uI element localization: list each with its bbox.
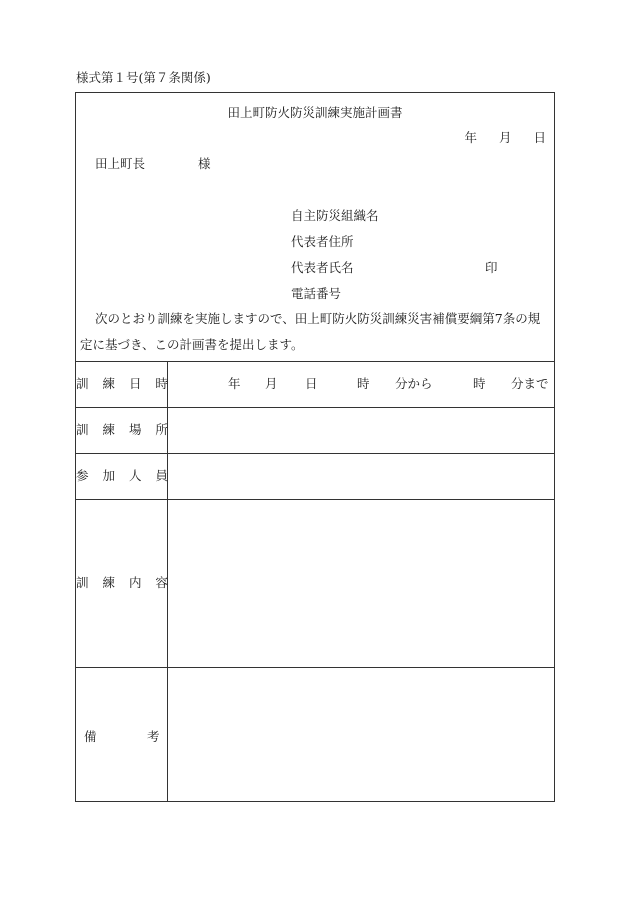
statement-line-2: 定に基づき、この計画書を提出します。 <box>80 337 304 352</box>
addressee-name: 田上町長 <box>95 156 146 171</box>
dt-day: 日 <box>305 376 318 391</box>
remarks-label-right: 考 <box>147 729 160 744</box>
remarks-field[interactable] <box>168 668 554 801</box>
org-name-label: 自主防災組織名 <box>291 208 379 223</box>
rep-address-label: 代表者住所 <box>291 234 354 249</box>
document-title: 田上町防火防災訓練実施計画書 <box>227 105 403 120</box>
dt-hour-end: 時 <box>473 376 486 391</box>
phone-label: 電話番号 <box>291 286 342 301</box>
dt-year: 年 <box>228 376 241 391</box>
remarks-label-left: 備 <box>84 729 97 744</box>
participants-label: 参 加 人 員 <box>76 468 173 483</box>
dt-hour-start: 時 <box>357 376 370 391</box>
addressee-honorific: 様 <box>198 156 211 171</box>
datetime-label: 訓 練 日 時 <box>76 376 173 391</box>
date-day: 日 <box>533 130 546 145</box>
date-year: 年 <box>464 130 477 145</box>
dt-minute-to: 分まで <box>511 376 549 391</box>
place-label: 訓 練 場 所 <box>76 422 173 437</box>
seal-mark: 印 <box>485 260 498 275</box>
submission-date[interactable] <box>446 130 546 146</box>
date-month: 月 <box>498 130 512 145</box>
row-divider <box>76 361 554 362</box>
place-field[interactable] <box>168 408 554 453</box>
statement-line-1: 次のとおり訓練を実施しますので、田上町防火防災訓練災害補償要綱第7条の規 <box>95 311 541 326</box>
dt-minute-from: 分から <box>395 376 433 391</box>
participants-field[interactable] <box>168 454 554 499</box>
plan-form <box>75 92 555 802</box>
content-field[interactable] <box>168 500 554 667</box>
rep-name-label: 代表者氏名 <box>291 260 354 275</box>
content-label: 訓 練 内 容 <box>76 575 173 590</box>
form-number-label: 様式第１号(第７条関係) <box>76 70 211 85</box>
dt-month: 月 <box>265 376 278 391</box>
